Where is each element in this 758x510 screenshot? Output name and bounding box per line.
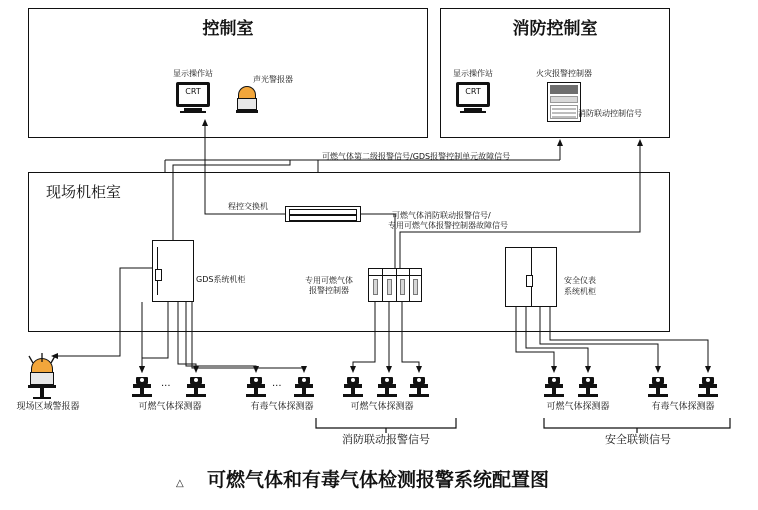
detector-icon [541, 375, 567, 399]
safety-instrument-cabinet-icon [505, 247, 557, 307]
detector-icon [243, 375, 269, 399]
switch-label: 程控交换机 [228, 202, 268, 211]
room-fire-control-title: 消防控制室 [512, 19, 598, 39]
program-switch-icon [285, 206, 361, 222]
detector-icon [406, 375, 432, 399]
detector-group-1-label: 可燃气体探测器 [138, 402, 202, 412]
fire-link-control-signal-label: 消防联动控制信号 [578, 109, 642, 118]
detector-icon [129, 375, 155, 399]
signal-to-control-room: 可燃气体第二级报警信号/GDS报警控制单元故障信号 [322, 152, 511, 161]
fire-alarm-controller-icon [547, 82, 581, 122]
fire-alarm-controller-label: 火灾报警控制器 [536, 69, 592, 78]
sound-light-alarm-label: 声光警报器 [253, 75, 293, 84]
crt-label-control: CRT [185, 87, 201, 96]
signal-to-fire-room-line1: 可燃气体消防联动报警信号/ [392, 211, 491, 220]
room-field-cabinet-title: 现场机柜室 [46, 183, 122, 201]
fire-link-alarm-signal-label: 消防联动报警信号 [342, 433, 430, 446]
gds-cabinet-label: GDS系统机柜 [196, 275, 246, 284]
crt-label-fire: CRT [465, 87, 481, 96]
detector-icon [374, 375, 400, 399]
room-field-cabinet [28, 172, 670, 332]
detector-ellipsis: ... [272, 378, 282, 389]
detector-icon [695, 375, 721, 399]
safety-interlock-signal-label: 安全联锁信号 [605, 433, 671, 446]
detector-icon [645, 375, 671, 399]
detector-group-4-label: 可燃气体探测器 [546, 402, 610, 412]
detector-icon [340, 375, 366, 399]
detector-group-3-label: 可燃气体探测器 [350, 402, 414, 412]
room-control-title: 控制室 [202, 19, 254, 39]
detector-group-5-label: 有毒气体探测器 [651, 402, 715, 412]
title-marker: △ [176, 478, 184, 489]
detector-icon [183, 375, 209, 399]
dedicated-controller-label-1: 专用可燃气体 [305, 276, 353, 285]
dedicated-gas-alarm-controller-icon [368, 268, 422, 302]
fire-workstation-label: 显示操作站 [453, 69, 493, 78]
detector-ellipsis: ... [161, 378, 171, 389]
gds-cabinet-icon [152, 240, 194, 302]
field-area-alarm-label: 现场区域警报器 [16, 402, 80, 412]
safety-cabinet-label-1: 安全仪表 [564, 276, 596, 285]
detector-icon [575, 375, 601, 399]
signal-to-fire-room-line2: 专用可燃气体报警控制器故障信号 [388, 221, 508, 230]
dedicated-controller-label-2: 报警控制器 [309, 286, 349, 295]
safety-cabinet-label-2: 系统机柜 [564, 287, 596, 296]
field-area-alarm-icon [27, 358, 57, 398]
detector-group-2-label: 有毒气体探测器 [250, 402, 314, 412]
sound-light-alarm-icon [236, 86, 258, 116]
figure-title: 可燃气体和有毒气体检测报警系统配置图 [206, 469, 549, 491]
control-workstation-label: 显示操作站 [173, 69, 213, 78]
detector-icon [291, 375, 317, 399]
